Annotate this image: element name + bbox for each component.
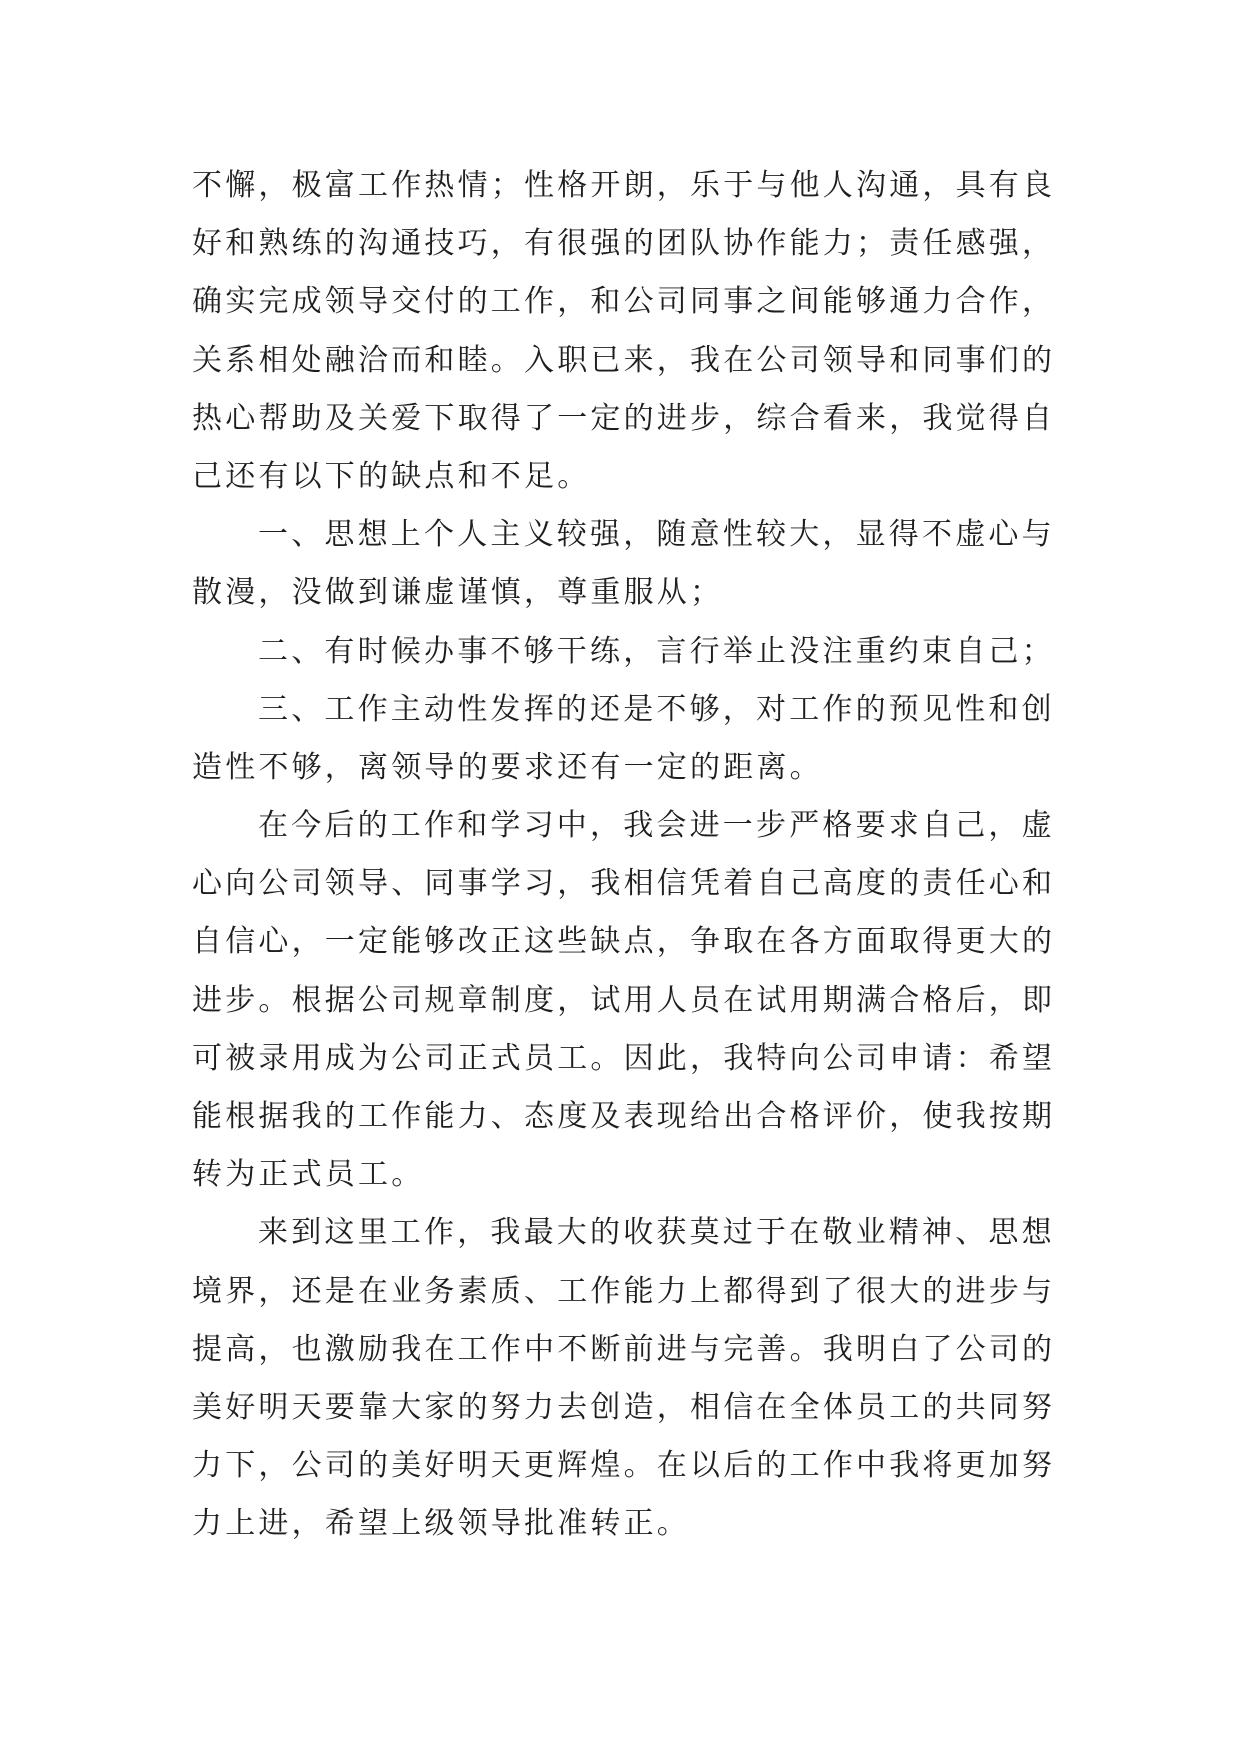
list-item-line: 造性不够，离领导的要求还有一定的距离。 <box>192 749 823 785</box>
paragraph-line: 关系相处融洽而和睦。入职已来，我在公司领导和同事们的 <box>192 342 1056 378</box>
paragraph-line: 可被录用成为公司正式员工。因此，我特向公司申请：希望 <box>192 1040 1056 1076</box>
paragraph-line: 好和熟练的沟通技巧，有很强的团队协作能力；责任感强， <box>192 226 1056 262</box>
paragraph-line: 心向公司领导、同事学习，我相信凭着自己高度的责任心和 <box>192 866 1056 902</box>
paragraph-line: 转为正式员工。 <box>192 1157 425 1193</box>
paragraph-line: 力上进，希望上级领导批准转正。 <box>192 1506 690 1542</box>
paragraph-line: 美好明天要靠大家的努力去创造，相信在全体员工的共同努 <box>192 1389 1056 1425</box>
paragraph-line: 来到这里工作，我最大的收获莫过于在敬业精神、思想 <box>258 1215 1055 1251</box>
list-item-line: 一、思想上个人主义较强，随意性较大，显得不虚心与 <box>258 517 1055 553</box>
paragraph-line: 热心帮助及关爱下取得了一定的进步，综合看来，我觉得自 <box>192 400 1056 436</box>
paragraph-line: 确实完成领导交付的工作，和公司同事之间能够通力合作， <box>192 284 1056 320</box>
paragraph-line: 不懈，极富工作热情；性格开朗，乐于与他人沟通，具有良 <box>192 168 1056 203</box>
paragraph-line: 进步。根据公司规章制度，试用人员在试用期满合格后，即 <box>192 982 1056 1018</box>
paragraph-line: 境界，还是在业务素质、工作能力上都得到了很大的进步与 <box>192 1273 1056 1309</box>
list-item-line: 二、有时候办事不够干练，言行举止没注重约束自己； <box>258 633 1055 669</box>
paragraph-line: 能根据我的工作能力、态度及表现给出合格评价，使我按期 <box>192 1099 1056 1134</box>
paragraph-line: 己还有以下的缺点和不足。 <box>192 458 591 494</box>
paragraph-line: 提高，也激励我在工作中不断前进与完善。我明白了公司的 <box>192 1331 1056 1367</box>
paragraph-line: 在今后的工作和学习中，我会进一步严格要求自己，虚 <box>258 808 1055 844</box>
paragraph-line: 自信心，一定能够改正这些缺点，争取在各方面取得更大的 <box>192 924 1056 960</box>
paragraph-line: 力下，公司的美好明天更辉煌。在以后的工作中我将更加努 <box>192 1448 1056 1484</box>
document-body <box>192 157 1056 1554</box>
list-item-line: 散漫，没做到谦虚谨慎，尊重服从； <box>192 575 724 611</box>
list-item-line: 三、工作主动性发挥的还是不够，对工作的预见性和创 <box>258 691 1055 727</box>
